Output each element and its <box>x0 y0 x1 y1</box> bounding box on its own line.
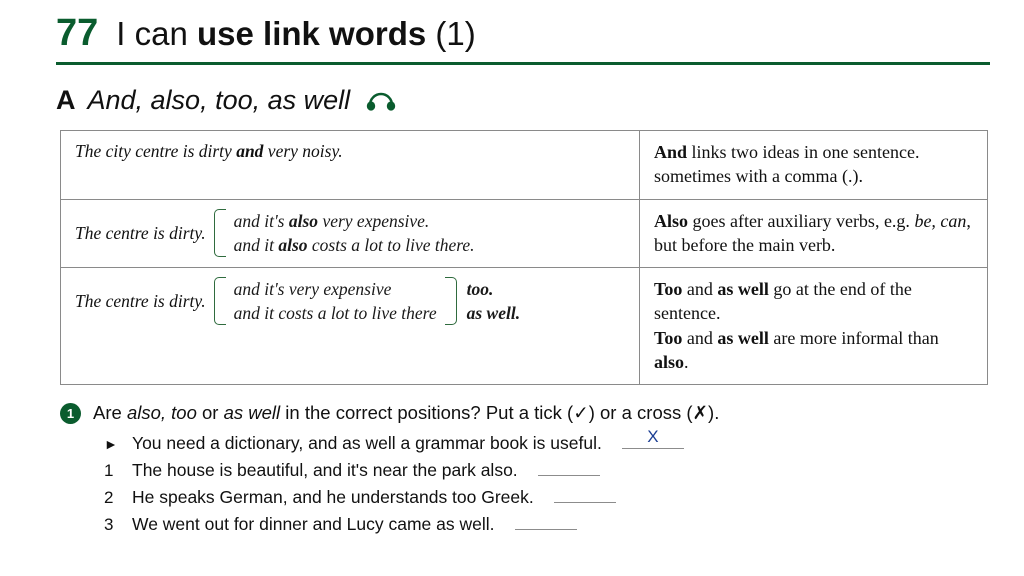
table-cell-example <box>61 199 640 268</box>
explanation-line-2 <box>654 326 975 375</box>
headphones-icon <box>366 91 396 111</box>
list-item <box>104 487 990 508</box>
answer-blank[interactable] <box>622 434 684 449</box>
table-cell-example <box>61 268 640 385</box>
table-row <box>61 199 988 268</box>
explanation-line-1 <box>654 277 975 326</box>
tail-word: as well. <box>466 303 521 324</box>
table-cell-explanation <box>640 268 988 385</box>
page-title <box>56 14 990 58</box>
answer-blank[interactable] <box>515 515 577 530</box>
explanation-end: . <box>684 352 689 373</box>
example-text-2: very noisy. <box>263 141 343 161</box>
explanation-bold-b: as well <box>717 279 769 300</box>
title-divider <box>56 62 990 65</box>
explanation-bold: And <box>654 142 688 162</box>
explanation-rest: go at the end of the sentence. <box>654 279 912 324</box>
explanation-rest: links two ideas in one sentence. sometimes with a comma (.). <box>654 142 920 187</box>
table-cell-explanation <box>640 199 988 268</box>
example-sentence <box>75 140 627 164</box>
explanation-text: Also goes after auxiliary verbs, e.g. be, can, but before the main verb. <box>654 210 971 255</box>
item-text: You need a dictionary, and as well a grammar book is useful. <box>132 433 602 454</box>
brace-right <box>445 277 457 325</box>
instruction-italic-1: also, too <box>126 402 197 424</box>
unit-title-bold: use link words <box>197 15 427 52</box>
exercise-heading <box>60 401 990 425</box>
example-text-1: The city centre is dirty <box>75 141 237 161</box>
instruction-part-3: in the correct positions? Put a tick (✓) or a cross (✗). <box>280 402 720 424</box>
item-marker: 1 <box>104 461 114 481</box>
instruction-part-1: Are <box>93 402 127 424</box>
list-item <box>104 433 990 454</box>
brace-left <box>214 277 226 325</box>
instruction-italic-2: as well <box>223 402 281 424</box>
item-marker: ► <box>104 436 118 453</box>
explanation-bold-c: Too <box>654 327 683 348</box>
explanation-text <box>654 277 975 374</box>
list-item <box>104 514 990 535</box>
unit-title <box>116 17 475 52</box>
section-letter: A <box>56 85 76 115</box>
explanation-bold-e: also <box>654 352 685 373</box>
bracket-lines <box>234 277 437 325</box>
exercise-items <box>104 433 990 535</box>
example-lead: The centre is dirty. <box>75 291 206 312</box>
explanation-rest-2: are more informal than <box>768 327 939 348</box>
unit-title-part-1: I can <box>116 15 197 52</box>
explanation-bold-d: as well <box>717 327 769 348</box>
exercise-instruction <box>93 401 719 425</box>
bracketed-example <box>75 277 627 325</box>
bracket-line: and it's very expensive <box>233 279 392 300</box>
section-heading <box>56 85 990 116</box>
unit-number: 77 <box>56 12 99 54</box>
section-title: And, also, too, as well <box>87 85 351 115</box>
answer-blank[interactable] <box>554 488 616 503</box>
explanation-text <box>654 140 975 189</box>
exercise-number: 1 <box>60 403 81 424</box>
bracket-lines <box>234 209 475 257</box>
explanation-mid-2: and <box>682 327 718 348</box>
bracket-line: and it's also very expensive. <box>233 210 430 231</box>
bracketed-example <box>75 209 627 257</box>
grammar-table <box>60 130 988 385</box>
table-cell-example <box>61 131 640 200</box>
tail-words <box>467 277 520 325</box>
tail-word: too. <box>466 279 494 300</box>
instruction-part-2: or <box>196 402 224 424</box>
example-lead: The centre is dirty. <box>75 222 206 243</box>
unit-title-part-2: (1) <box>426 15 476 52</box>
explanation-mid: and <box>682 279 718 300</box>
list-item <box>104 460 990 481</box>
bracket-line: and it also costs a lot to live there. <box>233 234 475 255</box>
exercise-block <box>60 401 990 535</box>
answer-blank[interactable] <box>538 461 600 476</box>
item-text: He speaks German, and he understands too Greek. <box>132 487 534 508</box>
explanation-bold: Also <box>654 210 689 231</box>
item-text: We went out for dinner and Lucy came as well. <box>132 514 495 535</box>
item-marker: 3 <box>104 515 114 535</box>
brace-left <box>214 209 226 257</box>
table-row <box>61 131 988 200</box>
item-marker: 2 <box>104 488 114 508</box>
example-bold: and <box>236 141 264 161</box>
bracket-line: and it costs a lot to live there <box>233 303 437 324</box>
table-row <box>61 268 988 385</box>
table-cell-explanation <box>640 131 988 200</box>
item-text: The house is beautiful, and it's near the park also. <box>132 460 518 481</box>
explanation-bold-a: Too <box>654 279 683 300</box>
